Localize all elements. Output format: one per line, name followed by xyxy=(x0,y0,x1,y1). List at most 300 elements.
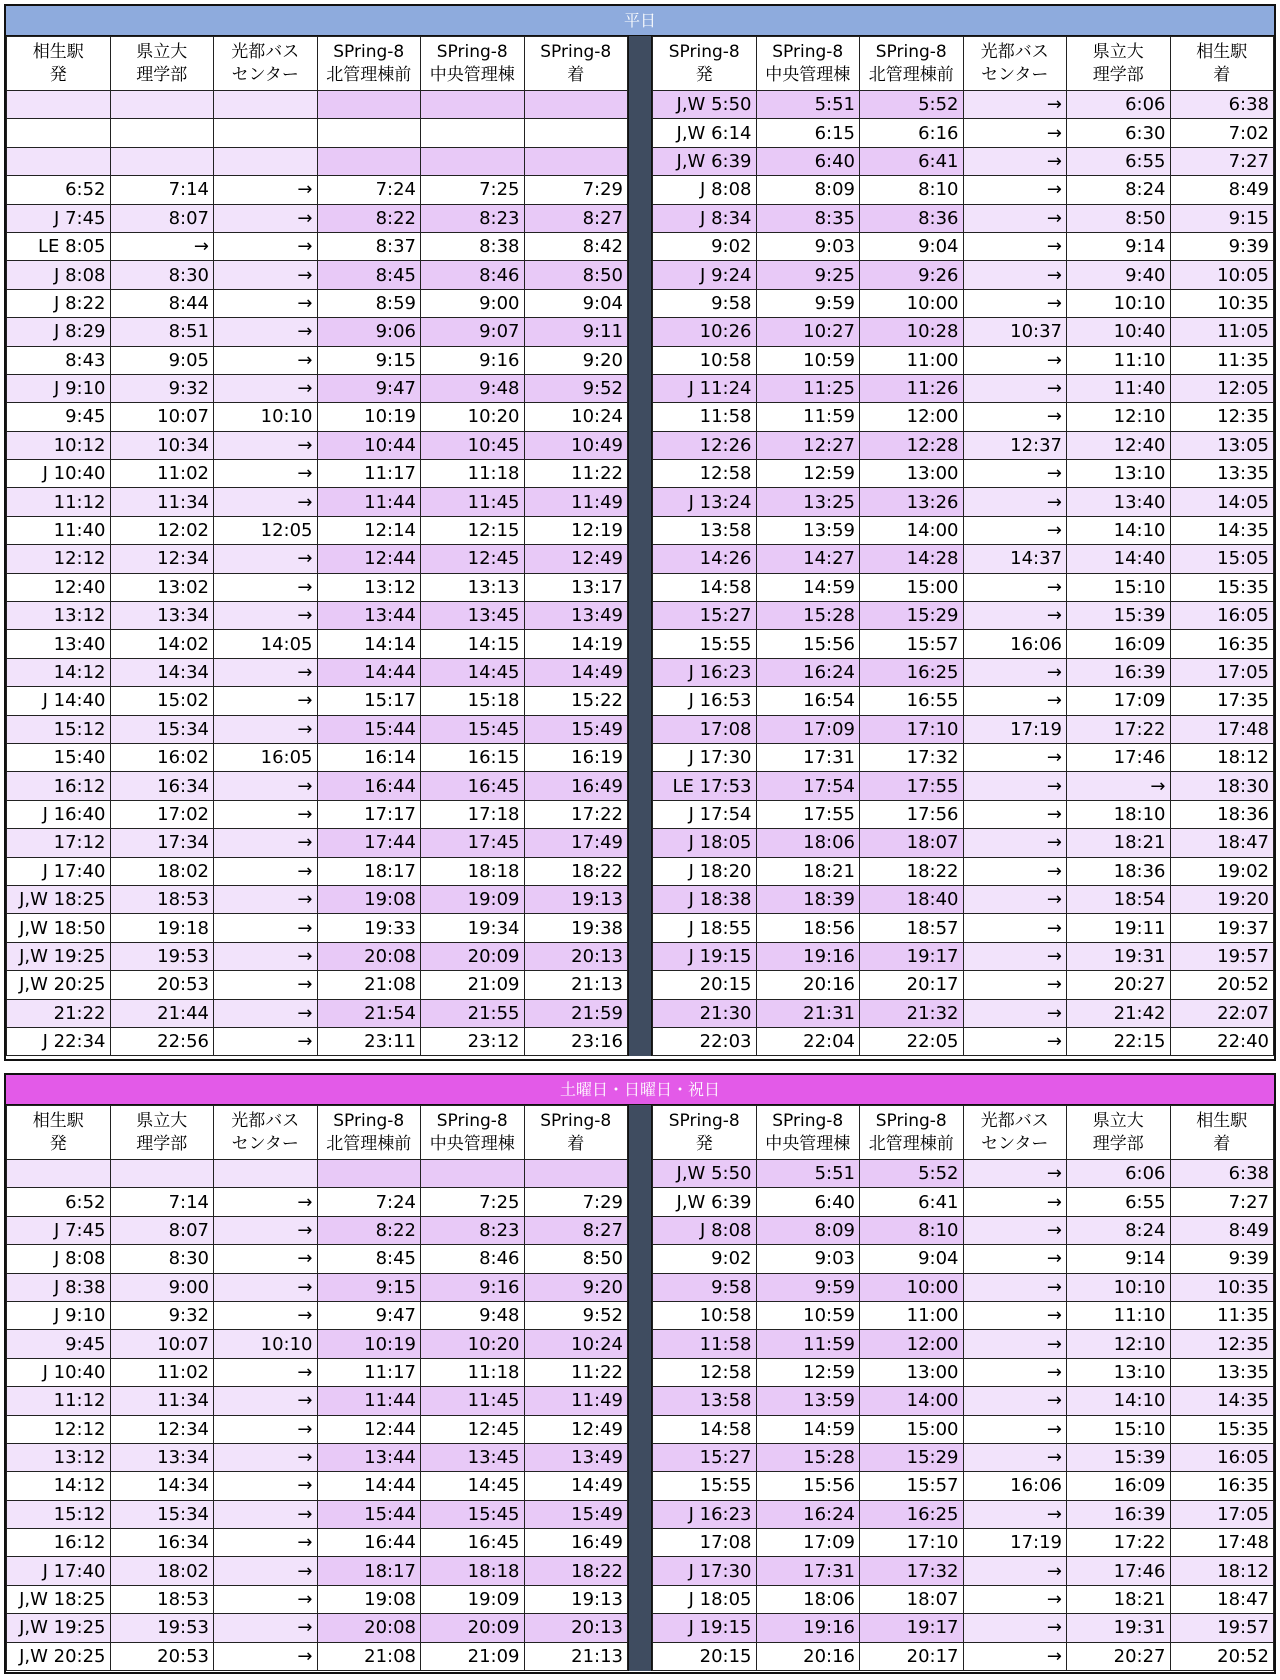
time-cell: 17:12 xyxy=(7,829,111,857)
time-cell: 12:44 xyxy=(317,545,421,573)
time-cell: 8:30 xyxy=(110,1245,214,1273)
time-cell: 10:24 xyxy=(524,1330,628,1358)
time-cell: 15:56 xyxy=(756,1472,860,1500)
column-header: 県立大 理学部 xyxy=(110,37,214,91)
table-row xyxy=(7,232,628,260)
time-cell: 21:54 xyxy=(317,999,421,1027)
time-cell: → xyxy=(214,1529,318,1557)
time-cell: → xyxy=(963,971,1067,999)
time-cell: 8:51 xyxy=(110,318,214,346)
time-cell: J 17:30 xyxy=(653,743,757,771)
time-cell: 15:57 xyxy=(860,1472,964,1500)
table-row xyxy=(7,545,628,573)
time-cell: 15:27 xyxy=(653,1443,757,1471)
weekend-title: 土曜日・日曜日・祝日 xyxy=(6,1075,1274,1105)
time-cell: 14:59 xyxy=(756,1415,860,1443)
table-row xyxy=(653,800,1274,828)
table-row xyxy=(7,999,628,1027)
time-cell: 16:24 xyxy=(756,1500,860,1528)
time-cell: 19:17 xyxy=(860,942,964,970)
column-header: SPring-8 北管理棟前 xyxy=(860,37,964,91)
time-cell: 15:49 xyxy=(524,715,628,743)
time-cell: 11:10 xyxy=(1067,346,1171,374)
time-cell: 15:45 xyxy=(421,715,525,743)
weekend-return-table xyxy=(652,1105,1274,1671)
time-cell: 8:27 xyxy=(524,204,628,232)
table-row xyxy=(7,1160,628,1188)
column-header: 県立大 理学部 xyxy=(1067,37,1171,91)
table-row xyxy=(7,857,628,885)
time-cell: 18:12 xyxy=(1170,743,1274,771)
time-cell: 13:35 xyxy=(1170,1358,1274,1386)
time-cell: 17:54 xyxy=(756,772,860,800)
time-cell: 9:04 xyxy=(524,289,628,317)
time-cell: 8:09 xyxy=(756,1216,860,1244)
time-cell: 19:13 xyxy=(524,1585,628,1613)
time-cell: 14:00 xyxy=(860,1387,964,1415)
time-cell: 9:58 xyxy=(653,289,757,317)
time-cell xyxy=(317,119,421,147)
time-cell: 9:45 xyxy=(7,1330,111,1358)
table-row xyxy=(7,942,628,970)
time-cell: 9:39 xyxy=(1170,232,1274,260)
time-cell: → xyxy=(214,1443,318,1471)
time-cell: 16:19 xyxy=(524,743,628,771)
time-cell: 16:55 xyxy=(860,687,964,715)
time-cell: 13:00 xyxy=(860,1358,964,1386)
time-cell: 11:12 xyxy=(7,1387,111,1415)
table-row xyxy=(7,1529,628,1557)
time-cell: → xyxy=(963,829,1067,857)
time-cell: 14:49 xyxy=(524,658,628,686)
time-cell: 19:09 xyxy=(421,1585,525,1613)
time-cell: 10:19 xyxy=(317,403,421,431)
time-cell: → xyxy=(963,1387,1067,1415)
time-cell: 12:05 xyxy=(1170,374,1274,402)
time-cell: 8:24 xyxy=(1067,176,1171,204)
table-row xyxy=(7,687,628,715)
time-cell xyxy=(317,1160,421,1188)
table-row xyxy=(653,573,1274,601)
time-cell: 11:25 xyxy=(756,374,860,402)
time-cell: 15:12 xyxy=(7,1500,111,1528)
time-cell: 14:10 xyxy=(1067,1387,1171,1415)
time-cell: 16:39 xyxy=(1067,658,1171,686)
column-header: SPring-8 北管理棟前 xyxy=(317,37,421,91)
time-cell: 18:18 xyxy=(421,1557,525,1585)
time-cell: 12:59 xyxy=(756,460,860,488)
time-cell: 10:10 xyxy=(1067,289,1171,317)
table-row xyxy=(653,119,1274,147)
time-cell: 15:44 xyxy=(317,1500,421,1528)
time-cell: 13:49 xyxy=(524,602,628,630)
time-cell: 11:40 xyxy=(7,516,111,544)
time-cell: 20:16 xyxy=(756,1642,860,1670)
time-cell: 13:34 xyxy=(110,602,214,630)
time-cell: 15:05 xyxy=(1170,545,1274,573)
time-cell: 14:40 xyxy=(1067,545,1171,573)
time-cell: → xyxy=(214,1216,318,1244)
time-cell: 17:18 xyxy=(421,800,525,828)
time-cell: 23:11 xyxy=(317,1027,421,1055)
time-cell: 9:39 xyxy=(1170,1245,1274,1273)
time-cell: 11:49 xyxy=(524,1387,628,1415)
time-cell: 6:41 xyxy=(860,147,964,175)
time-cell: 11:40 xyxy=(1067,374,1171,402)
time-cell: 18:02 xyxy=(110,1557,214,1585)
table-row xyxy=(7,1245,628,1273)
time-cell: J 10:40 xyxy=(7,1358,111,1386)
time-cell: 15:10 xyxy=(1067,573,1171,601)
time-cell: → xyxy=(963,374,1067,402)
column-header: 光都バス センター xyxy=(214,1106,318,1160)
time-cell: 12:59 xyxy=(756,1358,860,1386)
table-row xyxy=(7,1216,628,1244)
time-cell: J 7:45 xyxy=(7,204,111,232)
time-cell: 15:00 xyxy=(860,573,964,601)
time-cell xyxy=(524,147,628,175)
time-cell: 12:19 xyxy=(524,516,628,544)
time-cell: 13:13 xyxy=(421,573,525,601)
time-cell: 11:10 xyxy=(1067,1301,1171,1329)
table-row xyxy=(7,1443,628,1471)
time-cell: 8:45 xyxy=(317,261,421,289)
time-cell: 16:09 xyxy=(1067,1472,1171,1500)
time-cell: 15:39 xyxy=(1067,1443,1171,1471)
table-row xyxy=(7,573,628,601)
time-cell: 6:06 xyxy=(1067,91,1171,119)
time-cell: 9:14 xyxy=(1067,232,1171,260)
time-cell: 9:15 xyxy=(317,1273,421,1301)
time-cell: 13:44 xyxy=(317,1443,421,1471)
time-cell: 12:12 xyxy=(7,1415,111,1443)
time-cell: 16:02 xyxy=(110,743,214,771)
time-cell: 21:08 xyxy=(317,1642,421,1670)
time-cell: 13:34 xyxy=(110,1443,214,1471)
time-cell: 11:34 xyxy=(110,488,214,516)
time-cell: → xyxy=(963,488,1067,516)
time-cell: 7:02 xyxy=(1170,119,1274,147)
time-cell: J 8:29 xyxy=(7,318,111,346)
time-cell: 10:27 xyxy=(756,318,860,346)
time-cell: → xyxy=(214,1614,318,1642)
column-header: 県立大 理学部 xyxy=(1067,1106,1171,1160)
time-cell: 16:35 xyxy=(1170,1472,1274,1500)
time-cell: 11:02 xyxy=(110,460,214,488)
time-cell: 13:26 xyxy=(860,488,964,516)
table-row xyxy=(653,687,1274,715)
table-row xyxy=(7,1330,628,1358)
time-cell: 17:48 xyxy=(1170,1529,1274,1557)
time-cell: → xyxy=(214,1415,318,1443)
table-row xyxy=(653,318,1274,346)
time-cell: 6:16 xyxy=(860,119,964,147)
time-cell: → xyxy=(963,1273,1067,1301)
time-cell: 16:15 xyxy=(421,743,525,771)
time-cell: → xyxy=(214,1358,318,1386)
time-cell: 15:29 xyxy=(860,602,964,630)
column-header: 相生駅 発 xyxy=(7,37,111,91)
time-cell: 6:38 xyxy=(1170,91,1274,119)
table-row xyxy=(7,1188,628,1216)
time-cell: 18:22 xyxy=(860,857,964,885)
time-cell: J 14:40 xyxy=(7,687,111,715)
time-cell xyxy=(110,1160,214,1188)
time-cell: J 8:34 xyxy=(653,204,757,232)
time-cell: 7:24 xyxy=(317,1188,421,1216)
time-cell: 12:40 xyxy=(7,573,111,601)
weekend-outbound-table xyxy=(6,1105,628,1671)
time-cell: 10:00 xyxy=(860,1273,964,1301)
time-cell: → xyxy=(963,176,1067,204)
time-cell: 12:45 xyxy=(421,1415,525,1443)
time-cell: 14:49 xyxy=(524,1472,628,1500)
time-cell: 17:09 xyxy=(756,1529,860,1557)
time-cell: 17:32 xyxy=(860,743,964,771)
time-cell: 12:44 xyxy=(317,1415,421,1443)
time-cell: J,W 19:25 xyxy=(7,942,111,970)
time-cell: → xyxy=(963,1245,1067,1273)
time-cell: → xyxy=(1067,772,1171,800)
time-cell: → xyxy=(963,1160,1067,1188)
time-cell: 18:40 xyxy=(860,885,964,913)
time-cell xyxy=(317,91,421,119)
time-cell: → xyxy=(963,602,1067,630)
time-cell: 11:17 xyxy=(317,1358,421,1386)
time-cell: 8:07 xyxy=(110,1216,214,1244)
time-cell: 11:18 xyxy=(421,1358,525,1386)
time-cell: 10:44 xyxy=(317,431,421,459)
table-row xyxy=(7,1301,628,1329)
table-row xyxy=(7,800,628,828)
time-cell: 19:53 xyxy=(110,942,214,970)
time-cell: → xyxy=(214,232,318,260)
time-cell xyxy=(7,1160,111,1188)
time-cell: J,W 6:39 xyxy=(653,147,757,175)
time-cell: 16:39 xyxy=(1067,1500,1171,1528)
time-cell: 14:15 xyxy=(421,630,525,658)
table-row xyxy=(7,119,628,147)
time-cell: → xyxy=(963,1358,1067,1386)
time-cell: 10:10 xyxy=(214,403,318,431)
time-cell: 14:58 xyxy=(653,1415,757,1443)
time-cell: 16:05 xyxy=(1170,1443,1274,1471)
time-cell: 17:49 xyxy=(524,829,628,857)
time-cell: 15:34 xyxy=(110,715,214,743)
time-cell: 21:44 xyxy=(110,999,214,1027)
time-cell: 9:05 xyxy=(110,346,214,374)
time-cell: 10:34 xyxy=(110,431,214,459)
time-cell: 12:10 xyxy=(1067,1330,1171,1358)
time-cell: 7:14 xyxy=(110,1188,214,1216)
time-cell: J 8:08 xyxy=(7,261,111,289)
time-cell: 17:55 xyxy=(860,772,964,800)
time-cell: 8:10 xyxy=(860,1216,964,1244)
time-cell: J 16:23 xyxy=(653,658,757,686)
time-cell: 17:22 xyxy=(1067,1529,1171,1557)
time-cell: 8:22 xyxy=(317,1216,421,1244)
time-cell: 19:33 xyxy=(317,914,421,942)
time-cell: 9:04 xyxy=(860,232,964,260)
time-cell: 12:35 xyxy=(1170,1330,1274,1358)
table-divider xyxy=(628,36,652,1056)
time-cell: 15:57 xyxy=(860,630,964,658)
time-cell: 17:10 xyxy=(860,715,964,743)
time-cell: J 13:24 xyxy=(653,488,757,516)
time-cell: 23:16 xyxy=(524,1027,628,1055)
time-cell: → xyxy=(963,261,1067,289)
time-cell: 14:27 xyxy=(756,545,860,573)
time-cell: 21:09 xyxy=(421,971,525,999)
time-cell: 8:50 xyxy=(1067,204,1171,232)
time-cell xyxy=(110,91,214,119)
table-row xyxy=(653,1027,1274,1055)
time-cell: 9:03 xyxy=(756,232,860,260)
time-cell: 16:25 xyxy=(860,1500,964,1528)
time-cell: 14:58 xyxy=(653,573,757,601)
time-cell: 18:39 xyxy=(756,885,860,913)
time-cell: 9:03 xyxy=(756,1245,860,1273)
time-cell: J 18:55 xyxy=(653,914,757,942)
time-cell: 8:50 xyxy=(524,1245,628,1273)
time-cell: 21:09 xyxy=(421,1642,525,1670)
time-cell: → xyxy=(963,91,1067,119)
time-cell: 11:44 xyxy=(317,1387,421,1415)
time-cell: 15:40 xyxy=(7,743,111,771)
time-cell: 8:46 xyxy=(421,261,525,289)
table-row xyxy=(7,289,628,317)
time-cell: 14:35 xyxy=(1170,516,1274,544)
time-cell: 13:58 xyxy=(653,1387,757,1415)
time-cell: 14:59 xyxy=(756,573,860,601)
time-cell: 19:11 xyxy=(1067,914,1171,942)
table-row xyxy=(7,318,628,346)
time-cell: 14:45 xyxy=(421,1472,525,1500)
time-cell: 14:14 xyxy=(317,630,421,658)
table-row xyxy=(7,374,628,402)
table-row xyxy=(653,857,1274,885)
time-cell: 12:15 xyxy=(421,516,525,544)
time-cell: 12:00 xyxy=(860,1330,964,1358)
time-cell: → xyxy=(963,119,1067,147)
time-cell: 14:10 xyxy=(1067,516,1171,544)
time-cell: J,W 20:25 xyxy=(7,1642,111,1670)
time-cell: 20:08 xyxy=(317,942,421,970)
time-cell: → xyxy=(214,971,318,999)
table-row xyxy=(653,602,1274,630)
table-row xyxy=(7,1027,628,1055)
time-cell: 7:27 xyxy=(1170,1188,1274,1216)
column-header: 相生駅 着 xyxy=(1170,1106,1274,1160)
table-divider xyxy=(628,1105,652,1671)
time-cell: 21:30 xyxy=(653,999,757,1027)
table-row xyxy=(7,829,628,857)
table-row xyxy=(653,743,1274,771)
table-row xyxy=(653,488,1274,516)
time-cell: 18:10 xyxy=(1067,800,1171,828)
time-cell: 18:47 xyxy=(1170,1585,1274,1613)
time-cell: → xyxy=(214,1188,318,1216)
time-cell: 6:52 xyxy=(7,1188,111,1216)
time-cell: J 17:54 xyxy=(653,800,757,828)
table-row xyxy=(7,261,628,289)
time-cell: 7:25 xyxy=(421,1188,525,1216)
time-cell: → xyxy=(963,1415,1067,1443)
time-cell: 14:19 xyxy=(524,630,628,658)
time-cell: 13:17 xyxy=(524,573,628,601)
time-cell: J 9:24 xyxy=(653,261,757,289)
table-row xyxy=(653,1273,1274,1301)
time-cell: → xyxy=(214,1472,318,1500)
time-cell: 13:10 xyxy=(1067,1358,1171,1386)
time-cell xyxy=(7,147,111,175)
table-row xyxy=(7,1585,628,1613)
time-cell: 16:45 xyxy=(421,1529,525,1557)
time-cell: 9:45 xyxy=(7,403,111,431)
column-header: 光都バス センター xyxy=(214,37,318,91)
time-cell: 10:59 xyxy=(756,1301,860,1329)
time-cell: 11:00 xyxy=(860,346,964,374)
time-cell: 16:34 xyxy=(110,1529,214,1557)
time-cell: 21:08 xyxy=(317,971,421,999)
time-cell: 15:28 xyxy=(756,602,860,630)
time-cell: 15:39 xyxy=(1067,602,1171,630)
time-cell: 7:29 xyxy=(524,1188,628,1216)
time-cell: 19:31 xyxy=(1067,1614,1171,1642)
table-row xyxy=(653,1585,1274,1613)
time-cell: 8:49 xyxy=(1170,1216,1274,1244)
table-row xyxy=(653,1301,1274,1329)
time-cell: 19:13 xyxy=(524,885,628,913)
time-cell: 14:28 xyxy=(860,545,964,573)
time-cell: 16:06 xyxy=(963,630,1067,658)
time-cell: J 17:40 xyxy=(7,1557,111,1585)
table-row xyxy=(653,658,1274,686)
table-row xyxy=(7,488,628,516)
time-cell: 19:02 xyxy=(1170,857,1274,885)
table-row xyxy=(7,743,628,771)
time-cell: 13:12 xyxy=(7,602,111,630)
time-cell: 13:40 xyxy=(7,630,111,658)
time-cell: 5:51 xyxy=(756,1160,860,1188)
time-cell: → xyxy=(214,1557,318,1585)
time-cell: 9:32 xyxy=(110,374,214,402)
time-cell: 18:21 xyxy=(1067,1585,1171,1613)
time-cell: 11:22 xyxy=(524,1358,628,1386)
table-row xyxy=(7,1500,628,1528)
table-row xyxy=(653,1188,1274,1216)
time-cell: 10:10 xyxy=(214,1330,318,1358)
time-cell: 19:57 xyxy=(1170,1614,1274,1642)
time-cell: 10:20 xyxy=(421,403,525,431)
table-row xyxy=(7,772,628,800)
time-cell: 5:51 xyxy=(756,91,860,119)
time-cell: → xyxy=(963,857,1067,885)
time-cell: 16:05 xyxy=(214,743,318,771)
time-cell: 6:40 xyxy=(756,1188,860,1216)
time-cell: 18:07 xyxy=(860,829,964,857)
time-cell: 9:26 xyxy=(860,261,964,289)
time-cell: → xyxy=(963,573,1067,601)
column-header: 光都バス センター xyxy=(963,1106,1067,1160)
time-cell: 8:23 xyxy=(421,1216,525,1244)
time-cell: → xyxy=(963,1301,1067,1329)
time-cell: 9:00 xyxy=(110,1273,214,1301)
time-cell: 17:19 xyxy=(963,1529,1067,1557)
time-cell: 20:17 xyxy=(860,1642,964,1670)
time-cell xyxy=(421,91,525,119)
table-row xyxy=(653,914,1274,942)
